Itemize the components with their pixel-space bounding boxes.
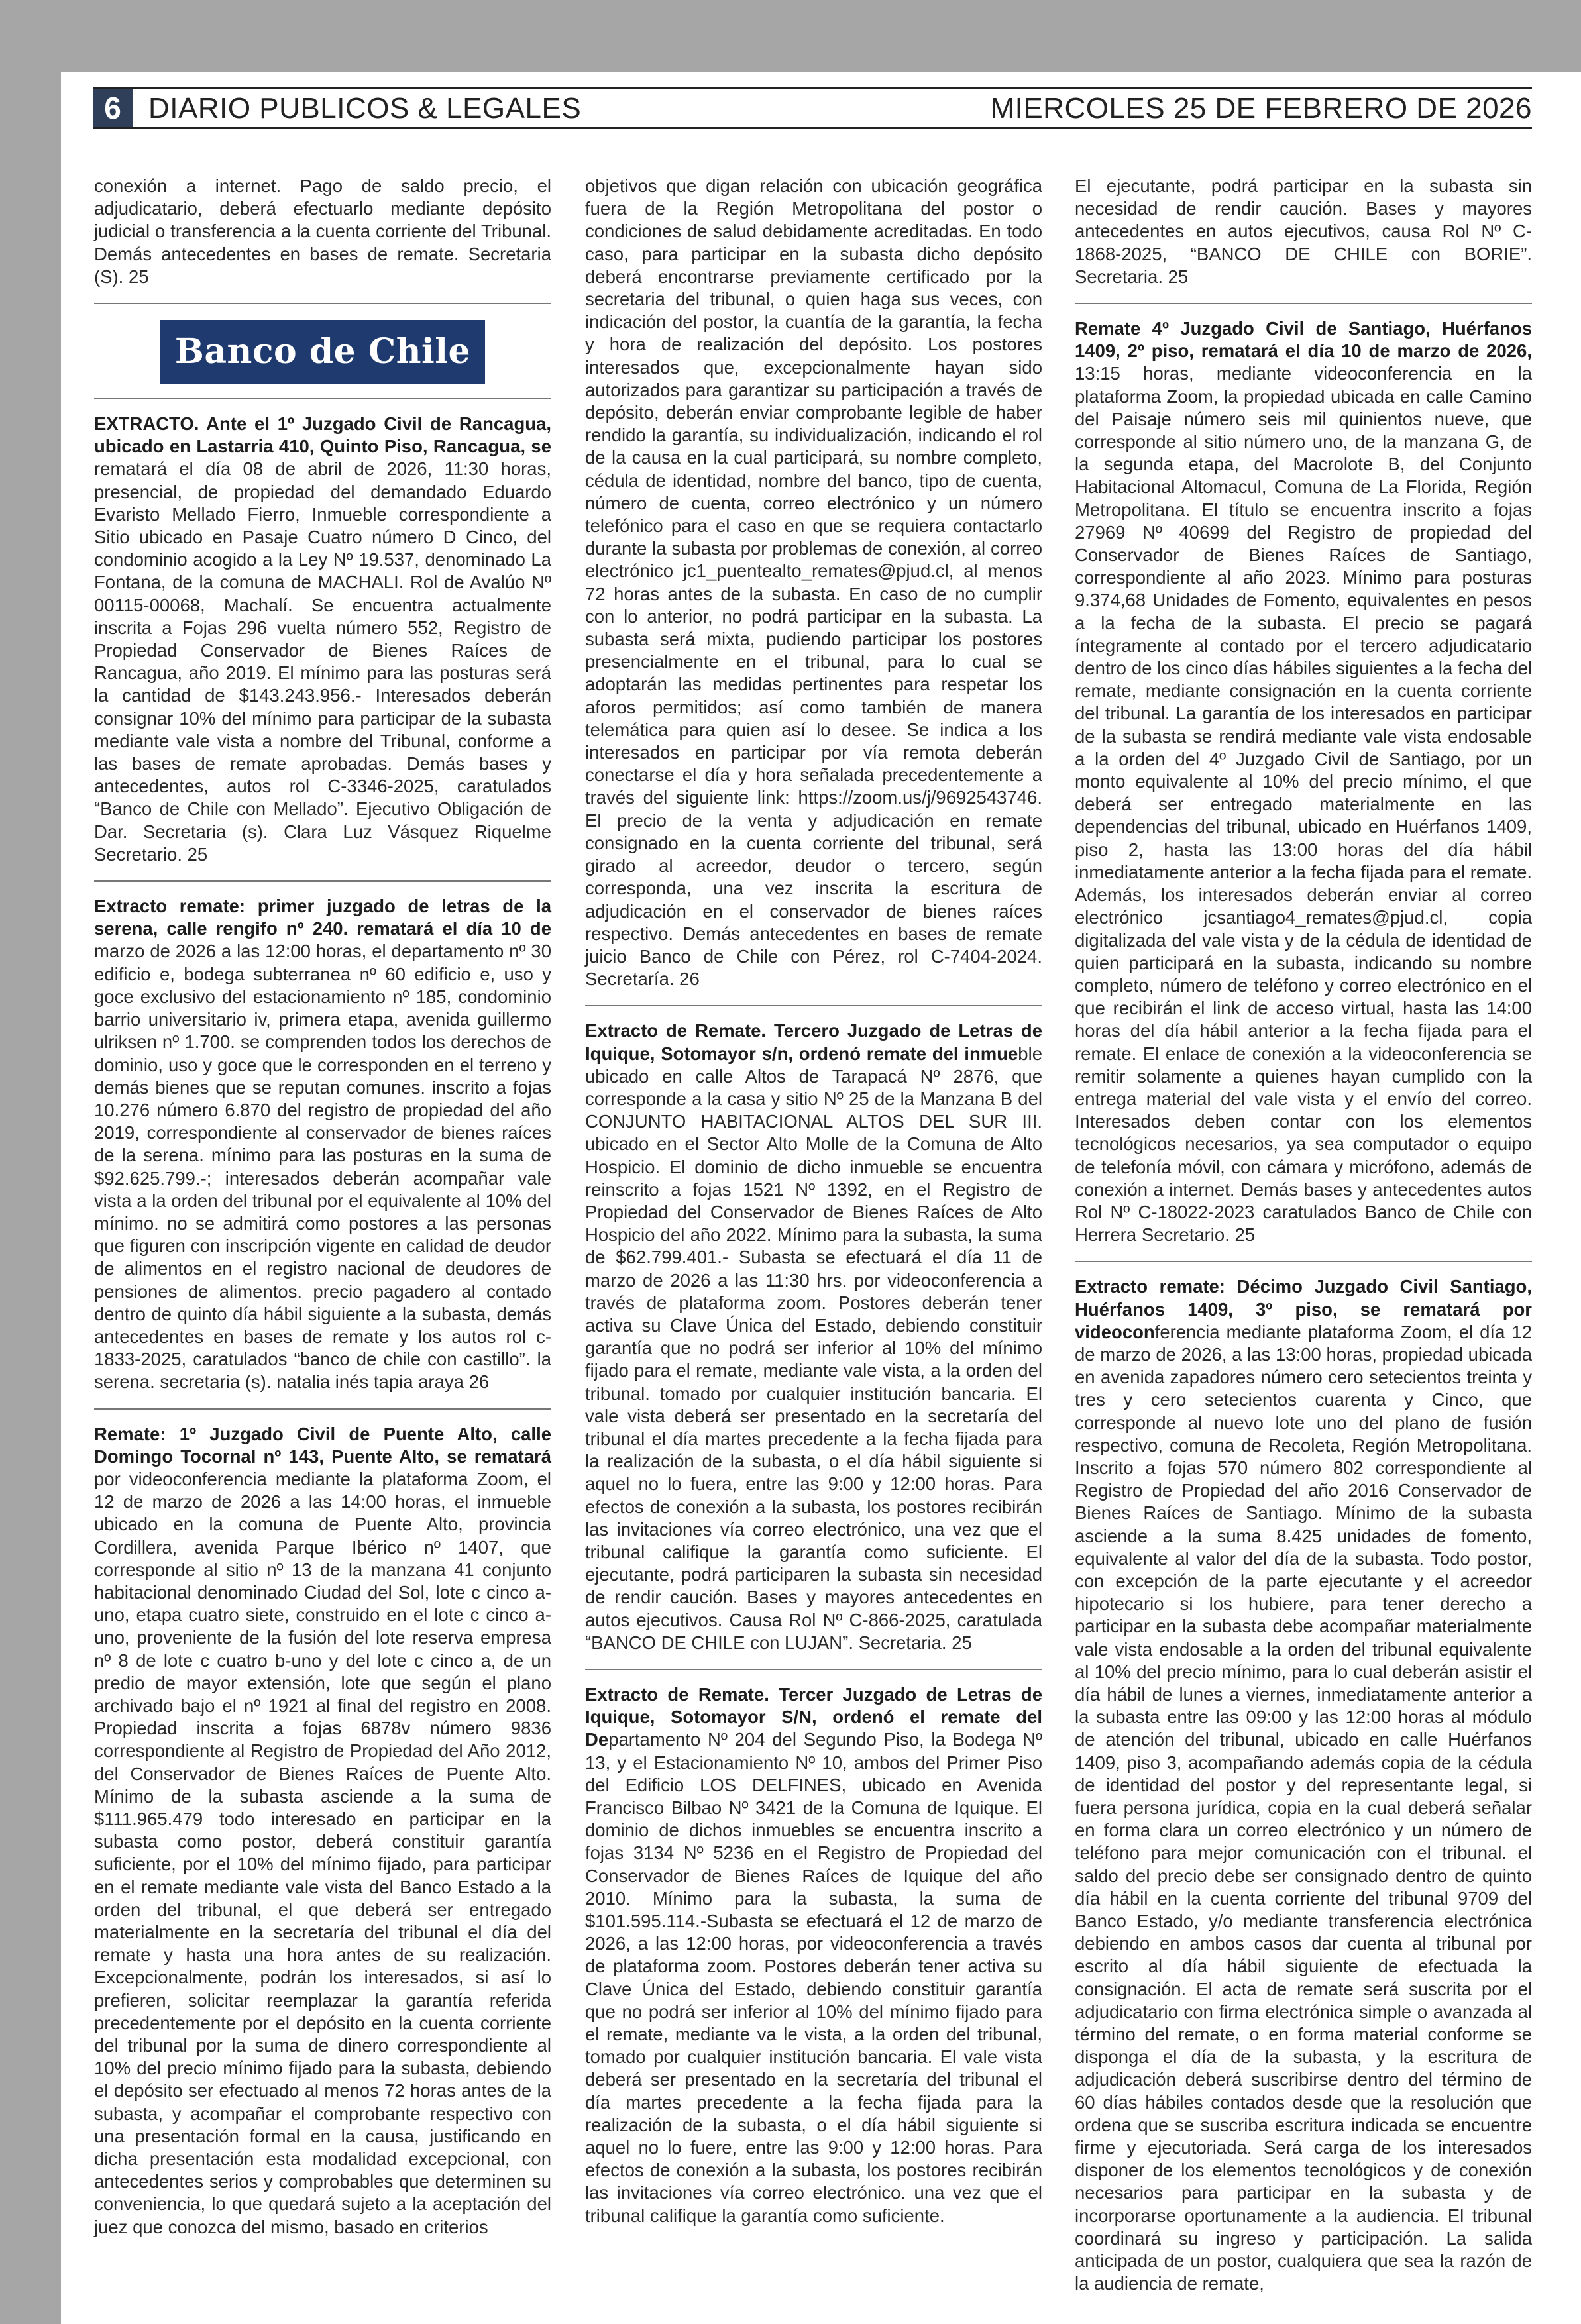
publication-date: MIERCOLES 25 DE FEBRERO DE 2026: [990, 92, 1532, 125]
bank-logo-block: [94, 320, 551, 384]
publication-name: DIARIO PUBLICOS & LEGALES: [148, 92, 582, 125]
notice-heading: EXTRACTO. Ante el 1º Juzgado Civil de Rancagua, ubicado en Lastarria 410, Quinto Piso, Rancagua, se: [94, 413, 551, 457]
notice-body: rematará el día 08 de abril de 2026, 11:30 horas, presencial, de propiedad del demandado Eduardo Evaristo Mellado Fierro, Inmueble correspondiente a Sitio ubicado en Pasaje Cuatro número D Cinco, del condominio acogido a la Ley Nº 19.537, denominado La Fontana, de la comuna de MACHALI. Rol de Avalúo Nº 00115-00068, Machalí. Se encuentra actualmente inscrita a Fojas 296 vuelta número 552, Registro de Propiedad Conservador de Bienes Raíces de Rancagua, año 2019. El mínimo para las posturas será la cantidad de $143.243.956.- Interesados deberán consignar 10% del mínimo para participar de la subasta mediante vale vista a nombre del Tribunal, conforme a las bases de remate aprobadas. Demás bases y antecedentes, autos rol C-3346-2025, caratulados “Banco de Chile con Mellado”. Ejecutivo Obligación de Dar. Secretaria (s). Clara Luz Vásquez Riquelme Secretario. 25: [94, 458, 551, 865]
notice-heading: Extracto remate: Décimo Juzgado Civil Santiago, Huérfanos 1409, 3º piso, se rematará por videocon: [1075, 1276, 1532, 1342]
notice-heading: Extracto remate: primer juzgado de letras de la serena, calle rengifo nº 240. rematará el día 10 de: [94, 896, 551, 939]
notice-continuation: [1075, 175, 1532, 288]
legal-notice: [94, 413, 551, 866]
page-number: 6: [93, 89, 133, 127]
notice-separator: [1075, 1261, 1532, 1262]
notice-separator: [94, 880, 551, 882]
notice-continuation: [94, 175, 551, 288]
legal-notice: [585, 1683, 1042, 2227]
notice-body: por videoconferencia mediante la plataforma Zoom, el 12 de marzo de 2026 a las 14:00 horas, el inmueble ubicado en la comuna de Puente Alto, provincia Cordillera, avenida Parque Ibérico nº 1407, que corresponde al sitio nº 13 de la manzana 41 conjunto habitacional denominado Ciudad del Sol, lote c cinco a-uno, etapa cuatro siete, construido en el lote c cinco a-uno, proveniente de la fusión del lote reserva empresa nº 8 de lote c cuatro b-uno y del lote c cinco a, de un predio de mayor extensión, lote que según el plano archivado bajo el nº 1921 al final del registro en 2008. Propiedad inscrita a fojas 6878v número 9836 correspondiente al Registro de Propiedad del Año 2012, del Conservador de Bienes Raíces de Puente Alto. Mínimo de la subasta asciende a la suma de $111.965.479 todo interesado en participar en la subasta como postor, deberá constituir garantía suficiente, por el 10% del mínimo fijado, para participar en el remate mediante vale vista del Banco Estado a la orden del tribunal, el que deberá ser entregado materialmente en la secretaría del tribunal el día del remate y hasta una hora antes de su realización. Excepcionalmente, podrán los interesados, si así lo prefieren, solicitar reemplazar la garantía referida precedentemente por el depósito en la cuenta corriente del tribunal por la suma de dinero correspondiente al 10% del precio mínimo fijado para la subasta, debiendo el depósito ser efectuado al menos 72 horas antes de la subasta, y acompañar el comprobante respectivo con una presentación formal en la causa, justificando en dicha presentación esta modalidad excepcional, con antecedentes serios y comprobables que determinen su conveniencia, lo que quedará sujeto a la aceptación del juez que conozca del mismo, basado en criterios: [94, 1468, 551, 2237]
notice-body: ferencia mediante plataforma Zoom, el día 12 de marzo de 2026, a las 13:00 horas, propiedad ubicada en avenida zapadores número cero setecientos treinta y tres y cero setecientos cuarenta y Cinco, que corresponde al nuevo lote uno del plano de fusión respectivo, comuna de Recoleta, Región Metropolitana. Inscrito a fojas 570 número 802 correspondiente al Registro de Propiedad del año 2016 Conservador de Bienes Raíces de Santiago. Mínimo de la subasta asciende a la suma 8.425 unidades de fomento, equivalente al valor del día de la subasta. Todo postor, con excepción de la parte ejecutante y el acreedor hipotecario si los hubiere, para tener derecho a participar en la subasta debe acompañar materialmente vale vista endosable a la orden del tribunal equivalente al 10% del precio mínimo, para lo cual deberán asistir el día hábil de lunes a viernes, inmediatamente anterior a la subasta entre las 09:00 y las 12:00 horas al módulo de atención del tribunal, ubicado en calle Huérfanos 1409, piso 3, acompañando además copia de la cédula de identidad del postor y del representante legal, si fuera persona jurídica, copia en la cual deberá señalar en forma clara un correo electrónico y un número de teléfono para mejor comunicación con el tribunal. el saldo del precio debe ser consignado dentro de quinto día hábil en la cuenta corriente del tribunal 9709 del Banco Estado, y/o mediante transferencia electrónica debiendo en ambos casos dar cuenta al tribunal por escrito al día hábil siguiente de efectuada la consignación. El acta de remate será suscrita por el adjudicatario con firma electrónica simple o avanzada al término del remate, o en forma material conforme se disponga el día de la subasta, y la escritura de adjudicación deberá suscribirse dentro del término de 60 días hábiles contados desde que la resolución que ordena que se suscriba escritura indicada se encuentre firme y ejecutoriada. Será carga de los interesados disponer de los elementos tecnológicos y de conexión necesarios para participar en la subasta y de incorporarse oportunamente a la audiencia. El tribunal coordinará su ingreso y participación. La salida anticipada de un postor, cualquiera que sea la razón de la audiencia de remate,: [1075, 1321, 1532, 2294]
notice-heading: Remate 4º Juzgado Civil de Santiago, Huérfanos 1409, 2º piso, rematará el día 10 de marzo de 2026,: [1075, 318, 1532, 362]
text-column-3: [1075, 175, 1532, 2294]
legal-notice: [1075, 1275, 1532, 2295]
notice-heading: Extracto de Remate. Tercero Juzgado de Letras de Iquique, Sotomayor s/n, ordenó remate del inmue: [585, 1020, 1042, 1064]
bank-logo: Banco de Chile: [160, 320, 485, 384]
notice-body: 13:15 horas, mediante videoconferencia en la plataforma Zoom, la propiedad ubicada en calle Camino del Paisaje número seis mil quinientos nueve, que corresponde al sitio número uno, de la manzana G, de la segunda etapa, del Macrolote B, del Conjunto Habitacional Altomacul, Comuna de La Florida, Región Metropolitana. El título se encuentra inscrito a fojas 27969 Nº 40699 del Registro de propiedad del Conservador de Bienes Raíces de Santiago, correspondiente al año 2023. Mínimo para posturas 9.374,68 Unidades de Fomento, equivalentes en pesos a la fecha de la subasta. El precio se pagará íntegramente al contado por el tercero adjudicatario dentro de los cinco días hábiles siguientes a la fecha del remate, mediante consignación en la cuenta corriente del tribunal. La garantía de los interesados en participar de la subasta se rendirá mediante vale vista endosable a la orden del 4º Juzgado Civil de Santiago, por un monto equivalente al 10% del precio mínimo, el que deberá ser entregado materialmente en las dependencias del tribunal, ubicado en Huérfanos 1409, piso 2, hasta las 13:00 horas del día hábil inmediatamente anterior a la fecha fijada para el remate. Además, los interesados deberán enviar al correo electrónico jcsantiago4_remates@pjud.cl, copia digitalizada del vale vista y de la cédula de identidad de quien participará en la subasta, indicando su nombre completo, número de teléfono y correo electrónico en el que recibirán el link de acceso virtual, hasta las 14:00 horas del día hábil anterior a la fecha fijada para el remate. El enlace de conexión a la videoconferencia se remitir solamente a quienes hayan cumplido con la entrega material del vale vista y el envío del correo. Interesados deben contar con los elementos tecnológicos necesarios, ya sea computador o equipo de telefonía móvil, con cámara y micrófono, además de conexión a internet. Demás bases y antecedentes autos Rol Nº C-18022-2023 caratulados Banco de Chile con Herrera Secretario. 25: [1075, 363, 1532, 1245]
notice-body: marzo de 2026 a las 12:00 horas, el departamento nº 30 edificio e, bodega subterranea nº 60 edificio e, uso y goce exclusivo del estacionamiento nº 185, condominio barrio universitario iv, primera etapa, avenida guillermo ulriksen nº 1.700. se comprenden todos los derechos de dominio, uso y goce que le corresponden en el terreno y demás bienes que se reputan comunes. inscrito a fojas 10.276 número 6.870 del registro de propiedad del año 2019, correspondiente al conservador de bienes raíces de la serena. mínimo para las posturas en la suma de $92.625.799.-; interesados deberán acompañar vale vista a la orden del tribunal por el equivalente al 10% del mínimo. no se admitirá como postores a las personas que figuren con inscripción vigente en calidad de deudor de alimentos en el registro nacional de deudores de pensiones de alimentos. precio pagadero al contado dentro de quinto día hábil siguiente a la subasta, demás antecedentes en bases de remate y los autos rol c-1833-2025, caratulados “banco de chile con castillo”. la serena. secretaria (s). natalia inés tapia araya 26: [94, 941, 551, 1393]
legal-notice: [94, 895, 551, 1393]
notice-body: objetivos que digan relación con ubicación geográfica fuera de la Región Metropolitana del postor o condiciones de salud debidamente acreditadas. En todo caso, para participar en la subasta dicho depósito deberá encontrarse previamente certificado por la secretaria del tribunal, o quien haga sus veces, con indicación del postor, la cuantía de la garantía, la fecha y hora de realización del depósito. Los postores interesados que, excepcionalmente hayan sido autorizados para garantizar su participación a través de depósito, deberán enviar comprobante legible de haber rendido la garantía, su individualización, indicando el rol de la causa en la cual participará, su nombre completo, cédula de identidad, nombre del banco, tipo de cuenta, número de cuenta, correo electrónico y un número telefónico para el caso en que se requiera contactarlo durante la subasta por problemas de conexión, al correo electrónico jc1_puentealto_remates@pjud.cl, al menos 72 horas antes de la subasta. En caso de no cumplir con lo anterior, no podrá participar en la subasta. La subasta será mixta, pudiendo participar los postores presencialmente en el tribunal, para lo cual se adoptarán las medidas pertinentes para respetar los aforos permitidos; así como también de manera telemática para quien así lo desee. Se indica a los interesados en participar por vía remota deberán conectarse el día y hora señalada precedentemente a través del siguiente link: https://zoom.us/j/9692543746. El precio de la venta y adjudicación en remate consignado en la cuenta corriente del tribunal, será girado al acreedor, deudor o tercero, según corresponda, una vez inscrita la escritura de adjudicación en el conservador de bienes raíces respectivo. Demás antecedentes en bases de remate juicio Banco de Chile con Pérez, rol C-7404-2024. Secretaría. 26: [585, 176, 1042, 990]
text-column-2: [585, 175, 1042, 2282]
notice-body: El ejecutante, podrá participar en la subasta sin necesidad de rendir caución. Bases y mayores antecedentes en autos ejecutivos, causa Rol Nº C-1868-2025, “BANCO DE CHILE con BORIE”. Secretaria. 25: [1075, 176, 1532, 287]
notice-separator: [94, 1408, 551, 1410]
notice-separator: [1075, 303, 1532, 304]
notice-heading: Extracto de Remate. Tercer Juzgado de Letras de Iquique, Sotomayor S/N, ordenó el remate del De: [585, 1684, 1042, 1750]
notice-body: ble ubicado en calle Altos de Tarapacá Nº 2876, que corresponde a la casa y sitio Nº 25 de la Manzana B del CONJUNTO HABITACIONAL ALTOS DEL SUR III. ubicado en el Sector Alto Molle de la Comuna de Alto Hospicio. El dominio de dicho inmueble se encuentra reinscrito a fojas 1521 Nº 1392, en el Registro de Propiedad del Conservador de Bienes Raíces de Alto Hospicio del año 2022. Mínimo para la subasta, la suma de $62.799.401.- Subasta se efectuará el día 11 de marzo de 2026 a las 11:30 hrs. por videoconferencia a través de plataforma zoom. Postores deberán tener activa su Clave Única del Estado, debiendo constituir garantía que no podrá ser inferior al 10% del mínimo fijado para el remate, mediante vale vista, a la orden del tribunal. tomado por cualquier institución bancaria. El vale vista deberá ser presentado en la secretaría del tribunal el día martes precedente a la fecha fijada para la realización de la subasta, o el día hábil siguiente si aquel no lo fuera, entre las 9:00 y 12:00 horas. Para efectos de conexión a la subasta, los postores recibirán las invitaciones vía correo electrónico, una vez que el tribunal califique la garantía como suficiente. El ejecutante, podrá participaren la subasta sin necesidad de rendir caución. Bases y mayores antecedentes en autos ejecutivos. Causa Rol Nº C-866-2025, caratulada “BANCO DE CHILE con LUJAN”. Secretaria. 25: [585, 1043, 1042, 1653]
legal-notice: [1075, 317, 1532, 1246]
notice-separator: [585, 1005, 1042, 1006]
notice-separator: [585, 1669, 1042, 1670]
notice-separator: [94, 303, 551, 304]
page-header: [93, 87, 1532, 129]
notice-heading: Remate: 1º Juzgado Civil de Puente Alto, calle Domingo Tocornal nº 143, Puente Alto, se rematará: [94, 1423, 551, 1467]
legal-notice: [94, 1423, 551, 2239]
notice-body: partamento Nº 204 del Segundo Piso, la Bodega Nº 13, y el Estacionamiento Nº 10, ambos del Primer Piso del Edificio LOS DELFINES, ubicado en Avenida Francisco Bilbao Nº 3421 de la Comuna de Iquique. El dominio de dichos inmuebles se encuentra inscrito a fojas 3134 Nº 5236 en el Registro de Propiedad del Conservador de Bienes Raíces de Iquique del año 2010. Mínimo para la subasta, la suma de $101.595.114.-Subasta se efectuará el 12 de marzo de 2026, a las 12:00 horas, por videoconferencia a través de plataforma zoom. Postores deberán tener activa su Clave Única del Estado, debiendo constituir garantía que no podrá ser inferior al 10% del mínimo fijado para el remate, mediante va le vista, a la orden del tribunal, tomado por cualquier institución bancaria. El vale vista deberá ser presentado en la secretaría del tribunal el día martes precedente a la fecha fijada para la realización de la subasta, o el día hábil siguiente si aquel no lo fuere, entre las 9:00 y 12:00 horas. Para efectos de conexión a la subasta, los postores recibirán las invitaciones vía correo electrónico. una vez que el tribunal califique la garantía como suficiente.: [585, 1729, 1042, 2226]
notice-body: conexión a internet. Pago de saldo precio, el adjudicatario, deberá efectuarlo mediante depósito judicial o transferencia a la cuenta corriente del Tribunal. Demás antecedentes en bases de remate. Secretaria (S). 25: [94, 176, 551, 287]
text-column-1: [94, 175, 551, 2282]
legal-notice: [585, 1020, 1042, 1654]
notice-separator: [94, 398, 551, 399]
notice-continuation: [585, 175, 1042, 990]
